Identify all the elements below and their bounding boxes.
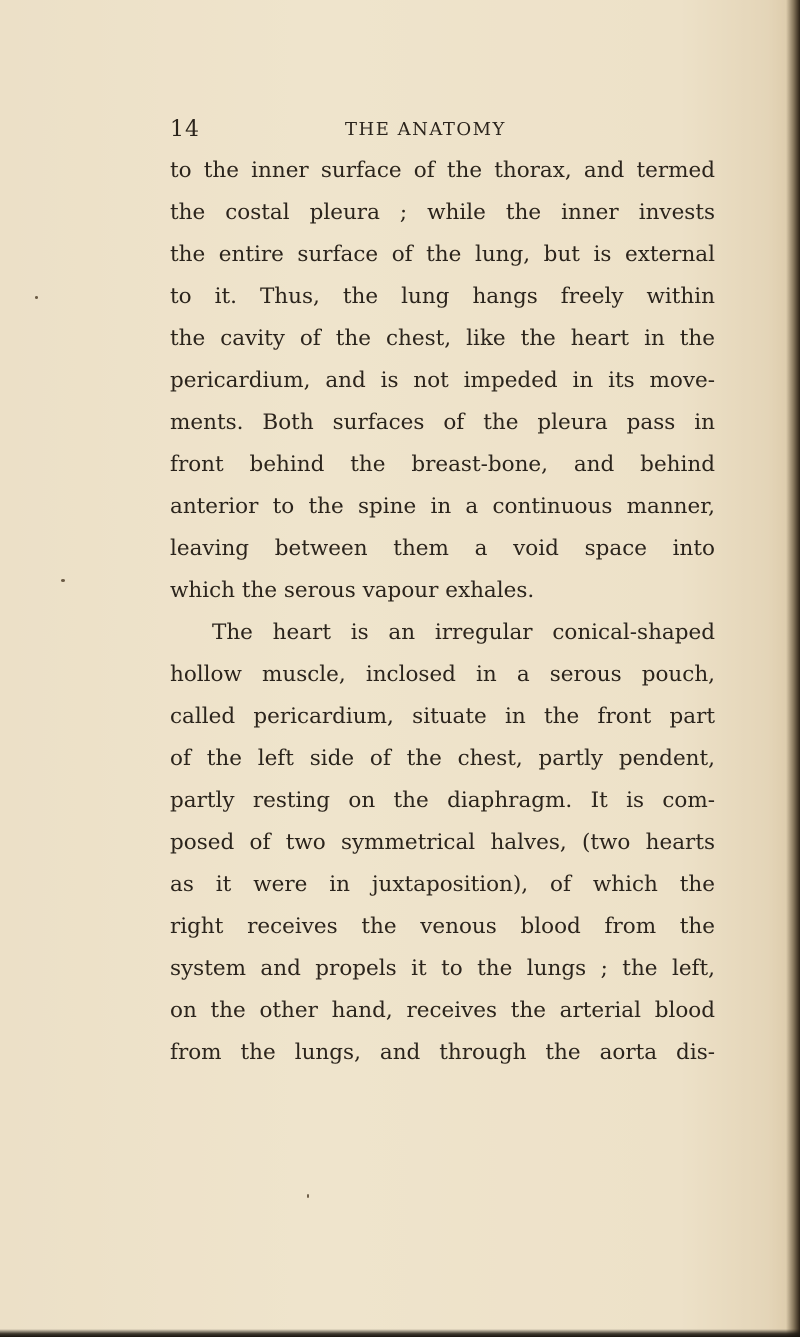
text-line: system and propels it to the lungs ; the left, [170,956,715,981]
text-line: to the inner surface of the thorax, and termed [170,158,715,183]
text-line: leaving between them a void space into [170,536,715,561]
text-line: hollow muscle, inclosed in a serous pouch, [170,662,715,687]
text-line: right receives the venous blood from the [170,914,715,939]
page-number: 14 [170,117,200,142]
text-line: the entire surface of the lung, but is external [170,242,715,267]
paragraph-end-line: which the serous vapour exhales. [170,578,535,603]
text-line: the cavity of the chest, like the heart in the [170,326,715,351]
text-line: ments. Both surfaces of the pleura pass in [170,410,715,435]
paper-speck [307,1194,309,1198]
paper-speck [61,579,65,582]
page-bottom-edge [0,1329,800,1337]
running-head [0,117,800,147]
body-text [170,150,715,1074]
text-line: pericardium, and is not impeded in its move- [170,368,715,393]
page-binding-edge [786,0,800,1337]
text-line: posed of two symmetrical halves, (two hearts [170,830,715,855]
paragraph-first-line: The heart is an irregular conical-shaped [212,620,715,645]
text-line: of the left side of the chest, partly pendent, [170,746,715,771]
text-line: the costal pleura ; while the inner invests [170,200,715,225]
running-title: THE ANATOMY [345,119,506,140]
text-line: to it. Thus, the lung hangs freely within [170,284,715,309]
text-line: anterior to the spine in a continuous manner, [170,494,715,519]
text-line: as it were in juxtaposition), of which the [170,872,715,897]
text-line: front behind the breast-bone, and behind [170,452,715,477]
text-line: called pericardium, situate in the front part [170,704,715,729]
text-line: from the lungs, and through the aorta dis- [170,1040,715,1065]
text-line: partly resting on the diaphragm. It is com- [170,788,715,813]
text-line: on the other hand, receives the arterial blood [170,998,715,1023]
paper-speck [35,296,38,299]
